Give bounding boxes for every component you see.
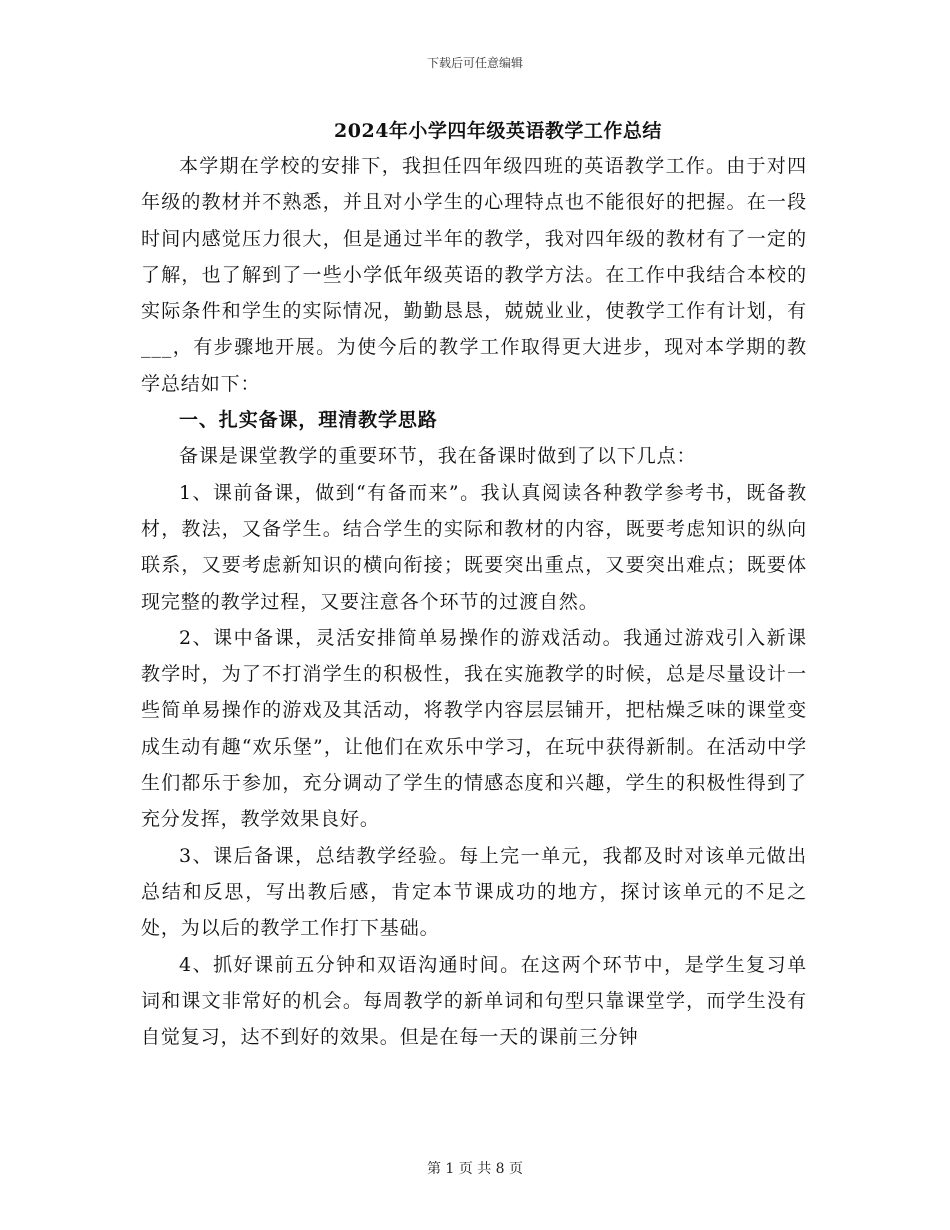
- paragraph-intro: 本学期在学校的安排下，我担任四年级四班的英语教学工作。由于对四年级的教材并不熟悉，并且对小学生的心理特点也不能很好的把握。在一段时间内感觉压力很大，但是通过半年的教学，我对四年级的教材有了一定的了解，也了解到了一些小学低年级英语的教学方法。在工作中我结合本校的实际条件和学生的实际情况，勤勤恳恳，兢兢业业，使教学工作有计划，有___，有步骤地开展。为使今后的教学工作取得更大进步，现对本学期的教学总结如下：: [141, 155, 807, 395]
- document-title: 2024年小学四年级英语教学工作总结: [334, 120, 662, 142]
- paragraph-point-4: 4、抓好课前五分钟和双语沟通时间。在这两个环节中，是学生复习单词和课文非常好的机会。每周教学的新单词和句型只靠课堂学，而学生没有自觉复习，达不到好的效果。但是在每一天的课前三分钟: [141, 953, 807, 1049]
- document-body: [141, 148, 807, 1055]
- section-heading-1: 一、扎实备课，理清教学思路: [179, 409, 438, 432]
- header-note: 下载后可任意编辑: [426, 56, 523, 70]
- paragraph-point-3: 3、课后备课，总结教学经验。每上完一单元，我都及时对该单元做出总结和反思，写出教后感，肯定本节课成功的地方，探讨该单元的不足之处，为以后的教学工作打下基础。: [141, 844, 807, 940]
- paragraph-prep-intro: 备课是课堂教学的重要环节，我在备课时做到了以下几点：: [179, 445, 697, 468]
- page-indicator: 第 1 页 共 8 页: [426, 1161, 524, 1177]
- paragraph-point-1: 1、课前备课，做到“有备而来”。我认真阅读各种教学参考书，既备教材，教法，又备学生。结合学生的实际和教材的内容，既要考虑知识的纵向联系，又要考虑新知识的横向衔接；既要突出重点，又要突出难点；既要体现完整的教学过程，又要注意各个环节的过渡自然。: [141, 481, 807, 613]
- paragraph-point-2: 2、课中备课，灵活安排简单易操作的游戏活动。我通过游戏引入新课教学时，为了不打消学生的积极性，我在实施教学的时候，总是尽量设计一些简单易操作的游戏及其活动，将教学内容层层铺开，把枯燥乏味的课堂变成生动有趣“欢乐堡”，让他们在欢乐中学习，在玩中获得新制。在活动中学生们都乐于参加，充分调动了学生的情感态度和兴趣，学生的积极性得到了充分发挥，教学效果良好。: [141, 626, 807, 831]
